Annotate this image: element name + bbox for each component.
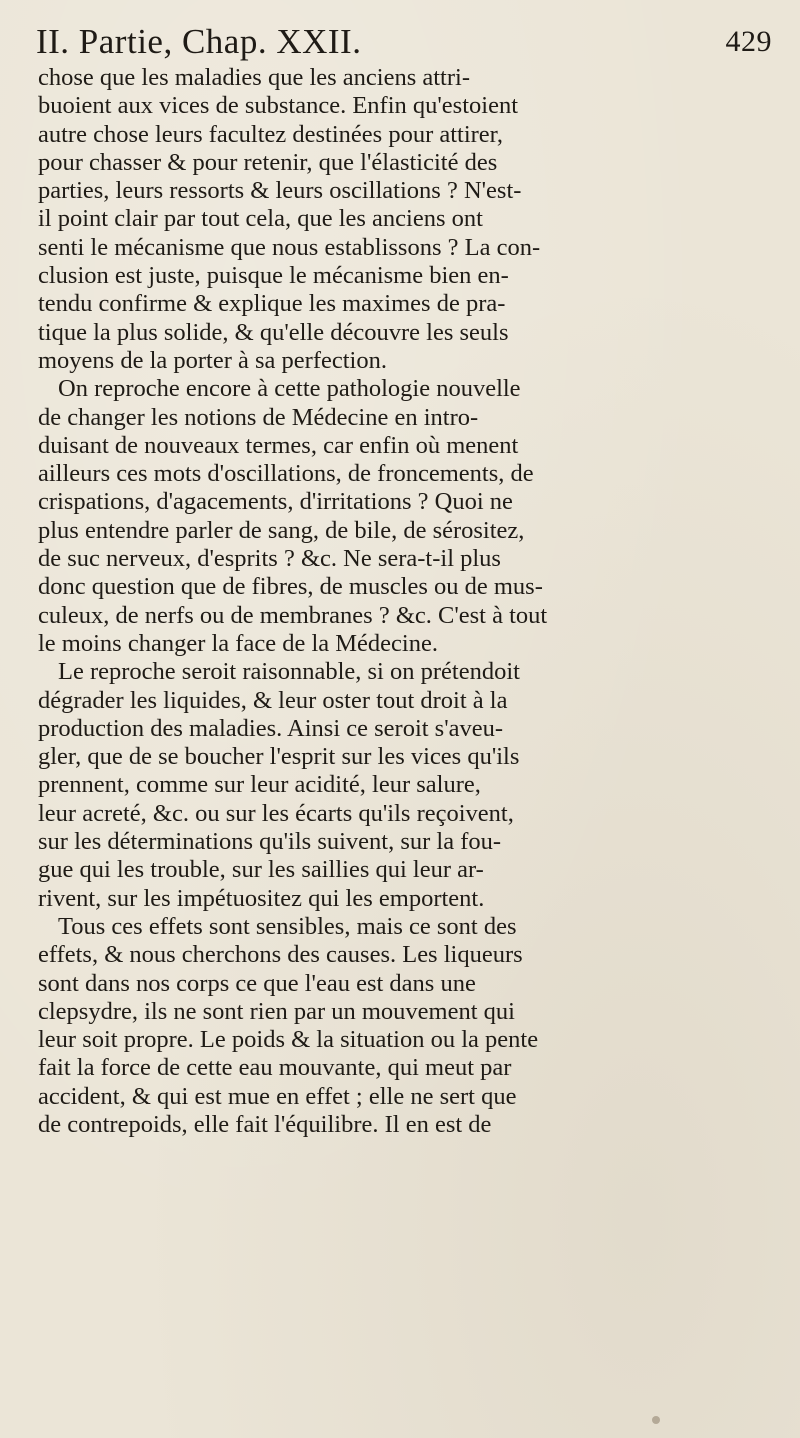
text-line: il point clair par tout cela, que les anciens ont xyxy=(38,205,483,233)
text-line: Le reproche seroit raisonnable, si on prétendoit xyxy=(58,658,520,686)
text-line: tique la plus solide, & qu'elle découvre les seuls xyxy=(38,318,509,346)
text-line: donc question que de fibres, de muscles ou de mus- xyxy=(38,573,543,601)
text-line: ailleurs ces mots d'oscillations, de froncements, de xyxy=(38,460,534,488)
text-line: le moins changer la face de la Médecine. xyxy=(38,629,438,657)
text-line: crispations, d'agacements, d'irritations ? Quoi ne xyxy=(38,488,513,516)
text-line: chose que les maladies que les anciens attri- xyxy=(38,64,470,91)
page-number: 429 xyxy=(725,25,772,58)
text-line: gler, que de se boucher l'esprit sur les vices qu'ils xyxy=(38,743,520,771)
text-line: de suc nerveux, d'esprits ? &c. Ne sera-t-il plus xyxy=(38,545,501,573)
text-line: autre chose leurs facultez destinées pour attirer, xyxy=(38,120,503,148)
text-line: leur acreté, &c. ou sur les écarts qu'ils reçoivent, xyxy=(38,799,514,827)
text-line: clepsydre, ils ne sont rien par un mouvement qui xyxy=(38,997,515,1025)
text-line: duisant de nouveaux termes, car enfin où menent xyxy=(38,431,519,459)
text-line: accident, & qui est mue en effet ; elle ne sert que xyxy=(38,1082,517,1110)
text-line: sur les déterminations qu'ils suivent, sur la fou- xyxy=(38,828,502,856)
text-line: effets, & nous cherchons des causes. Les liqueurs xyxy=(38,941,523,969)
text-line: senti le mécanisme que nous establissons ? La con- xyxy=(38,233,541,261)
text-line: de changer les notions de Médecine en intro- xyxy=(38,403,479,431)
text-line: fait la force de cette eau mouvante, qui meut par xyxy=(38,1054,512,1082)
text-line: dégrader les liquides, & leur oster tout droit à la xyxy=(38,686,508,714)
text-line: pour chasser & pour retenir, que l'élasticité des xyxy=(38,148,498,176)
text-line: moyens de la porter à sa perfection. xyxy=(38,346,387,374)
text-line: sont dans nos corps ce que l'eau est dans une xyxy=(38,969,476,997)
ink-spot xyxy=(652,1416,660,1424)
text-line: leur soit propre. Le poids & la situation ou la pente xyxy=(38,1026,539,1054)
text-line: buoient aux vices de substance. Enfin qu'estoient xyxy=(38,92,518,120)
text-line: culeux, de nerfs ou de membranes ? &c. C'est à tout xyxy=(38,601,548,629)
text-line: clusion est juste, puisque le mécanisme bien en- xyxy=(38,262,509,290)
text-line: tendu confirme & explique les maximes de pra- xyxy=(38,290,506,318)
text-line: production des maladies. Ainsi ce seroit s'aveu- xyxy=(38,714,504,742)
body-text xyxy=(38,64,790,1139)
text-line: prennent, comme sur leur acidité, leur salure, xyxy=(38,771,481,799)
text-line: plus entendre parler de sang, de bile, de sérositez, xyxy=(38,516,525,544)
text-line: Tous ces effets sont sensibles, mais ce sont des xyxy=(58,912,517,940)
running-head xyxy=(36,20,776,64)
chapter-heading: II. Partie, Chap. XXII. xyxy=(36,22,362,61)
text-line: On reproche encore à cette pathologie nouvelle xyxy=(58,375,521,403)
text-line: parties, leurs ressorts & leurs oscillations ? N'est- xyxy=(38,177,522,205)
text-line: gue qui les trouble, sur les saillies qui leur ar- xyxy=(38,856,484,884)
text-line: rivent, sur les impétuositez qui les emportent. xyxy=(38,884,485,912)
text-line: de contrepoids, elle fait l'équilibre. Il en est de xyxy=(38,1110,492,1138)
